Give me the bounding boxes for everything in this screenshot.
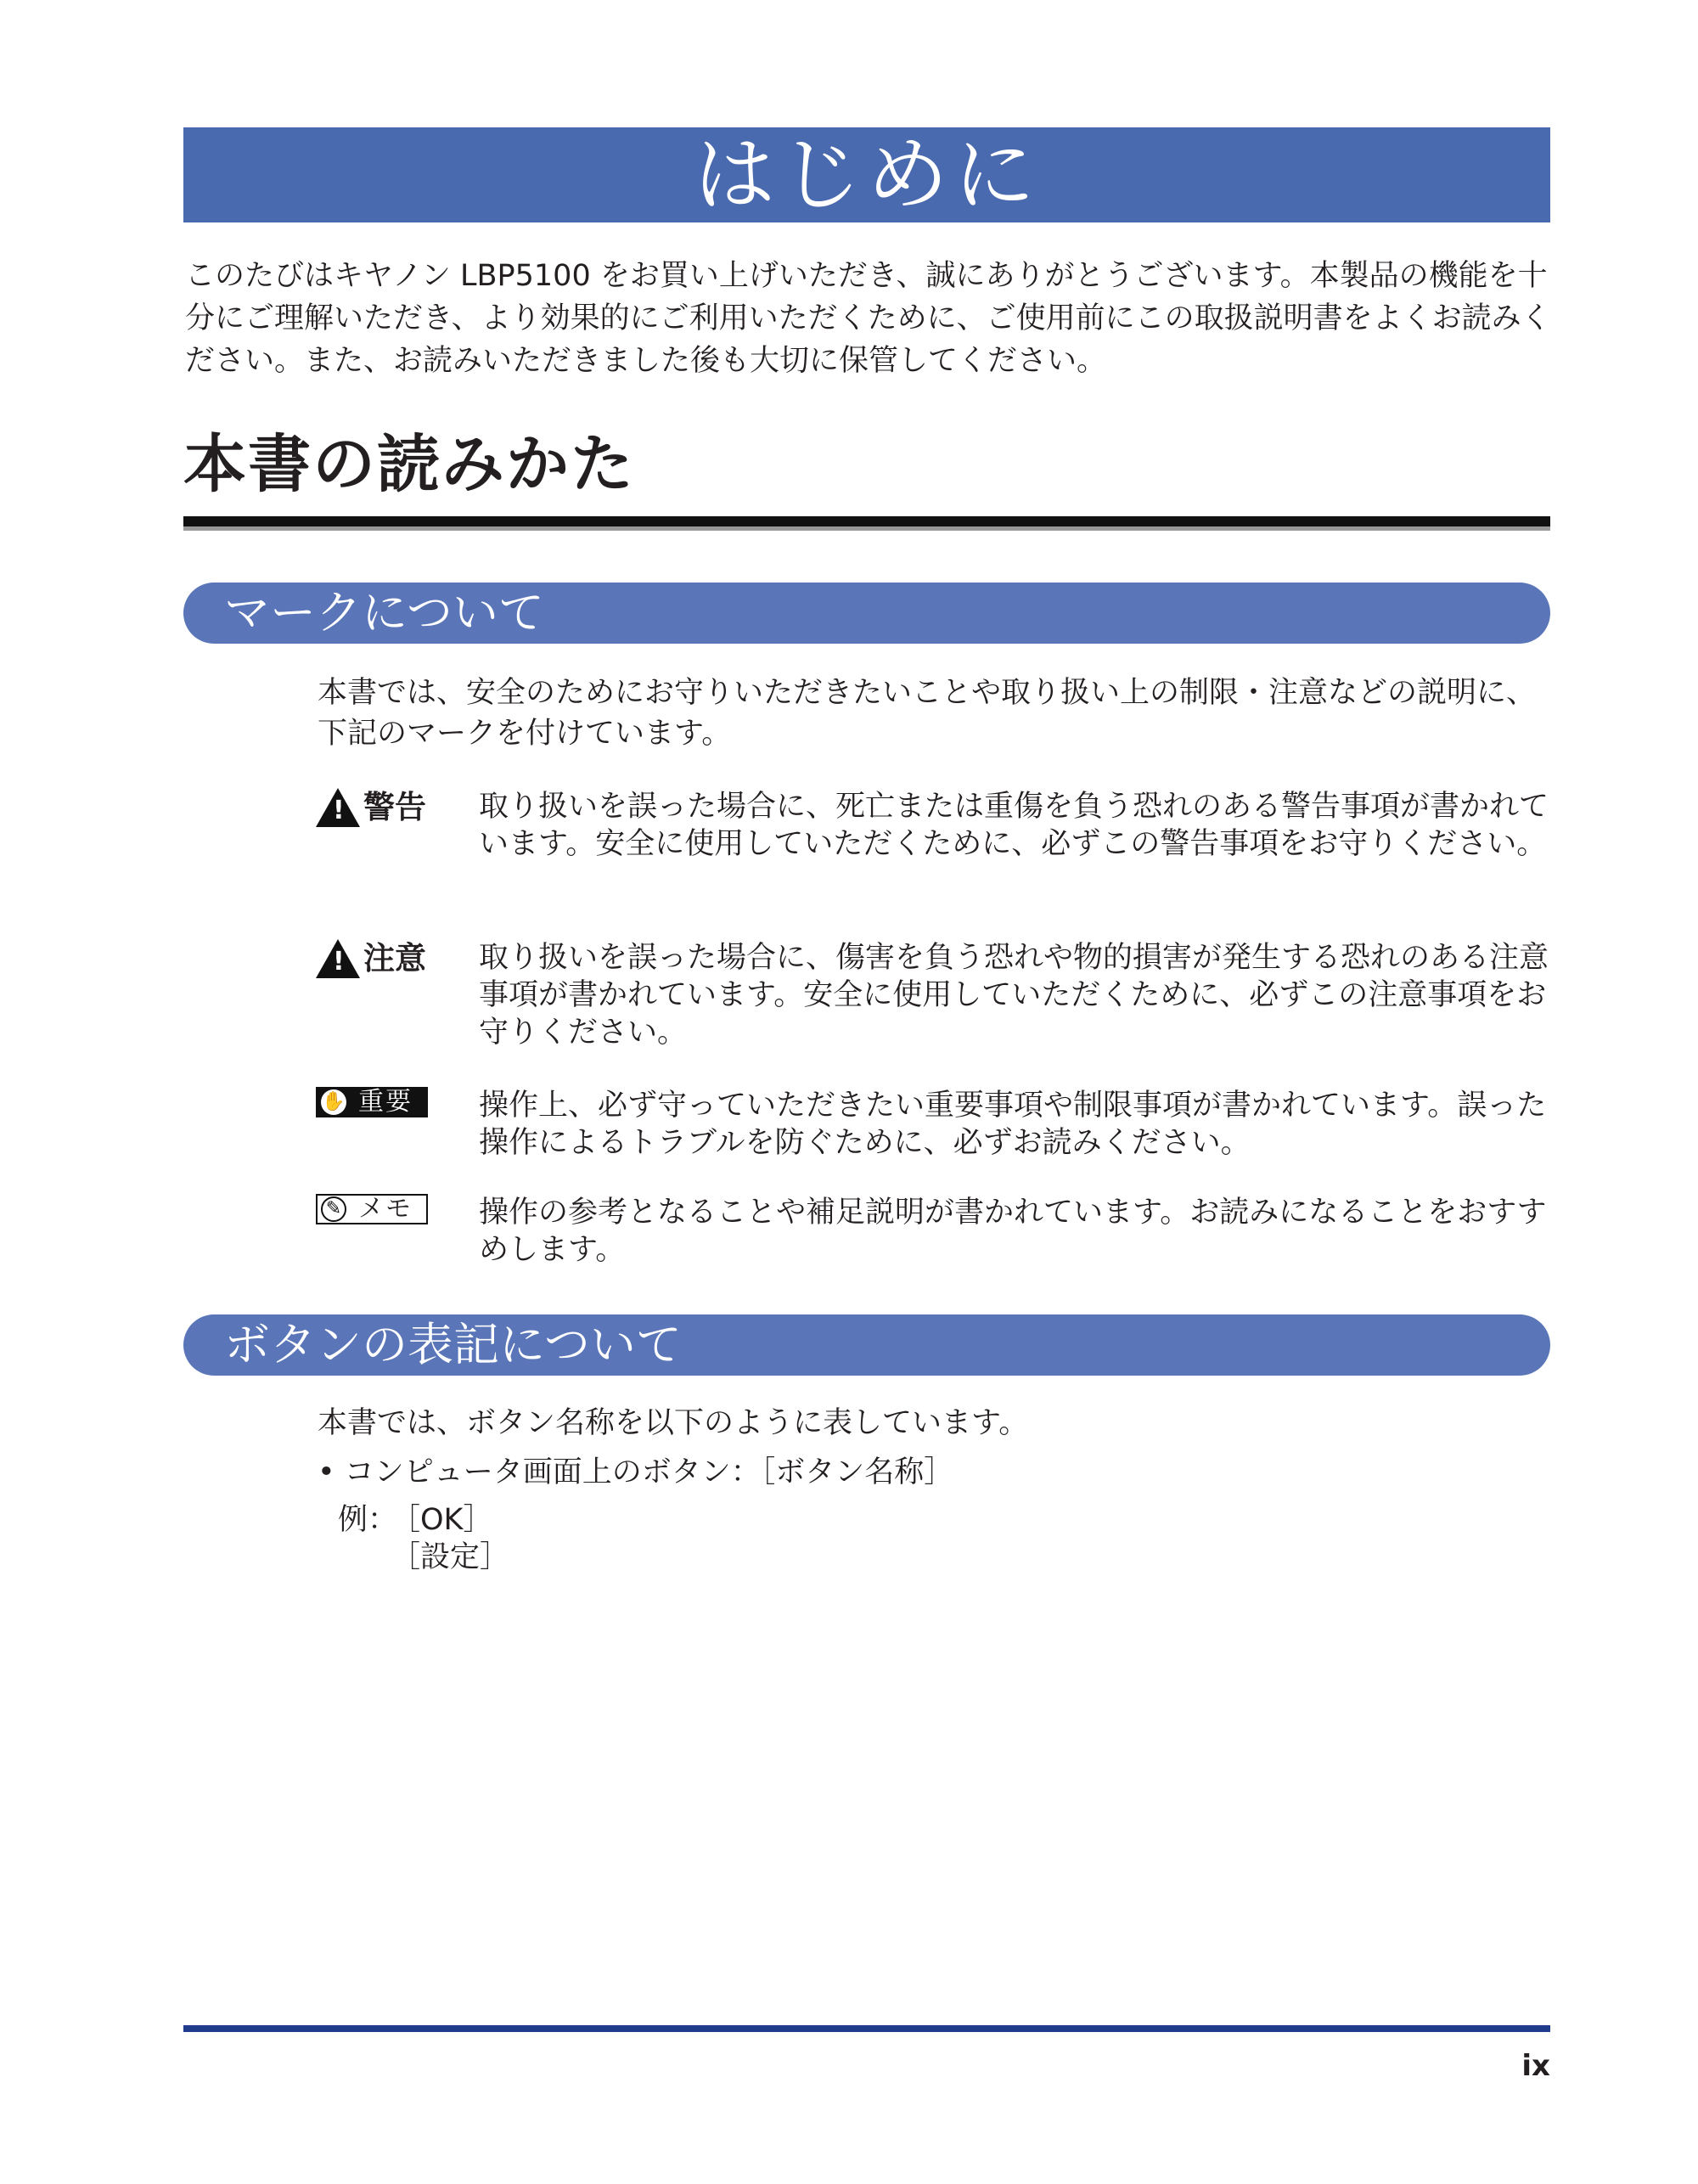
section-marks-description: 本書では、安全のためにお守りいただきたいことや取り扱い上の制限・注意などの説明に、下記のマークを付けています。 [318,676,1537,751]
page-title-banner [183,127,1550,222]
heading-rule [183,516,1550,526]
pencil-memo-icon: ✎ メモ [316,1194,428,1224]
section-buttons-title: ボタンの表記について [224,1318,682,1371]
mark-description: 操作の参考となることや補足説明が書かれています。お読みになることをおすすめします。 [479,1196,1547,1267]
caution-triangle-icon [316,939,426,978]
mark-description: 取り扱いを誤った場合に、死亡または重傷を負う恐れのある警告事項が書かれています。安全に使用していただくために、必ずこの警告事項をお守りください。 [479,790,1549,861]
intro-paragraph: このたびはキヤノン LBP5100 をお買い上げいただき、誠にありがとうございます。本製品の機能を十分にご理解いただき、より効果的にご利用いただくために、ご使用前にこの取扱説明書をよくお読みください。また、お読みいただきました後も大切に保管してください。 [185,259,1551,378]
section-buttons-banner [183,1314,1550,1376]
chapter-heading: 本書の読みかた [183,428,635,501]
section-marks-banner [183,583,1550,644]
button-notation-bullet: • コンピュータ画面上のボタン：［ボタン名称］ [318,1455,954,1489]
mark-description: 操作上、必ず守っていただきたい重要事項や制限事項が書かれています。誤った操作によるトラブルを防ぐために、必ずお読みください。 [479,1089,1547,1160]
page-number: ix [1521,2049,1550,2083]
mark-label: 重要 [358,1087,413,1117]
example-label: 例： [338,1503,398,1537]
footer-rule [183,2025,1550,2032]
mark-label: メモ [358,1194,413,1224]
mark-label: 警告 [363,789,426,825]
mark-label: 注意 [363,940,426,977]
heading-rule-shadow [183,526,1550,531]
section-buttons-description: 本書では、ボタン名称を以下のように表しています。 [318,1406,1029,1440]
warning-triangle-icon [316,788,426,827]
page-title: はじめに [694,127,1040,222]
mark-description: 取り扱いを誤った場合に、傷害を負う恐れや物的損害が発生する恐れのある注意事項が書かれています。安全に使用していただくために、必ずこの注意事項をお守りください。 [479,941,1549,1050]
example-ok: ［OK］ [391,1503,493,1537]
section-marks-title: マークについて [224,586,544,639]
example-settings: ［設定］ [391,1540,510,1574]
hand-stop-icon: ✋ 重要 [316,1087,428,1117]
